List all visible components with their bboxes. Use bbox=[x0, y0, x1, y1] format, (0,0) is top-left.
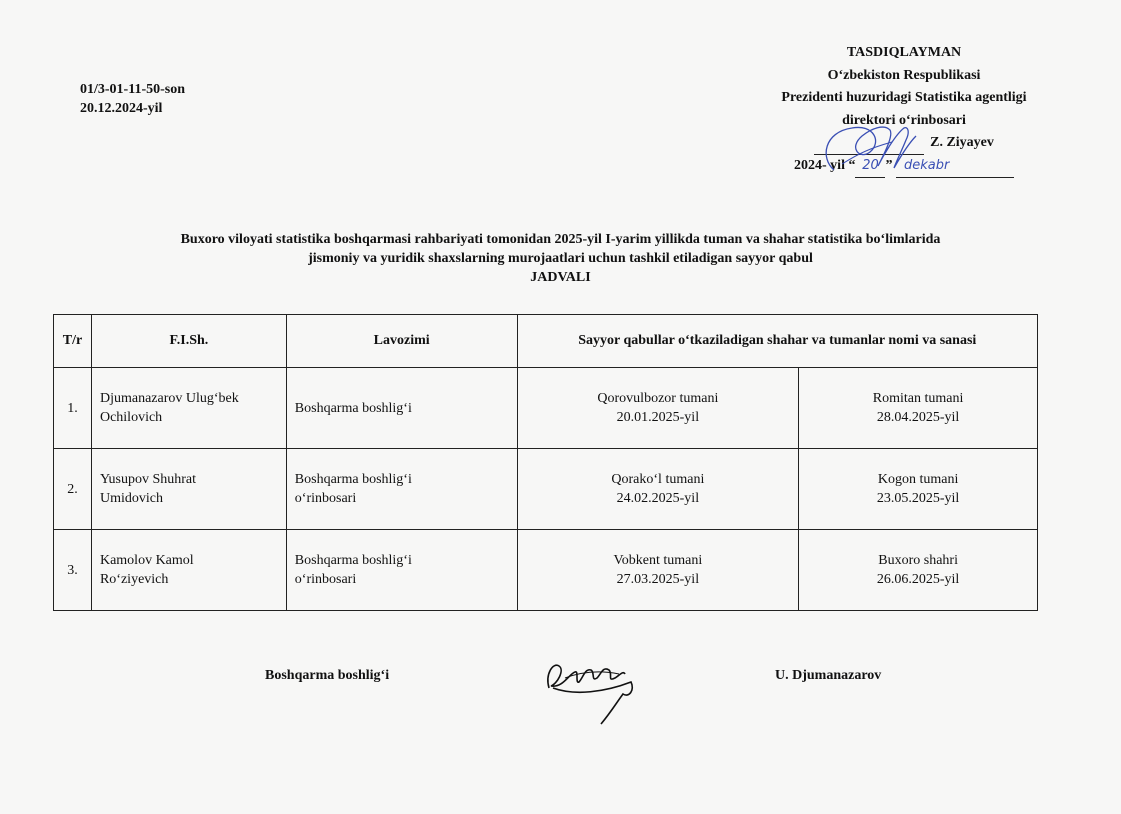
row-position bbox=[286, 530, 517, 611]
visit-date: 24.02.2025-yil bbox=[616, 491, 700, 506]
approver-signature-icon bbox=[812, 118, 932, 178]
name-line: Djumanazarov Ulug‘bek bbox=[99, 391, 239, 406]
approval-heading: TASDIQLAYMAN bbox=[846, 45, 962, 60]
name-line: Ochilovich bbox=[99, 410, 163, 425]
approval-date-day: 20 bbox=[855, 155, 885, 179]
approval-line-3: direktori o‘rinbosari bbox=[842, 112, 966, 128]
registration-number: 01/3-01-11-50-son bbox=[80, 82, 185, 97]
row-num: 2. bbox=[54, 449, 92, 530]
row-visit-2 bbox=[799, 530, 1038, 611]
document-title bbox=[60, 230, 1061, 287]
position-line: Boshqarma boshlig‘i bbox=[294, 400, 412, 416]
title-line-1: Buxoro viloyati statistika boshqarmasi rahbariyati tomonidan 2025-yil I-yarim yillikda tuman va shahar statistika bo‘limlarida bbox=[180, 232, 941, 247]
name-line: Ro‘ziyevich bbox=[99, 572, 169, 587]
header-schedule: Sayyor qabullar o‘tkaziladigan shahar va tumanlar nomi va sanasi bbox=[517, 315, 1037, 368]
visit-date: 23.05.2025-yil bbox=[876, 491, 960, 506]
row-name bbox=[91, 530, 286, 611]
visit-date: 28.04.2025-yil bbox=[876, 410, 960, 425]
approval-date-month: dekabr bbox=[896, 155, 1014, 179]
visit-location: Romitan tumani bbox=[872, 391, 964, 406]
table-header-row bbox=[54, 315, 1038, 368]
row-name bbox=[91, 449, 286, 530]
row-position bbox=[286, 368, 517, 449]
registration-date: 20.12.2024-yil bbox=[80, 101, 163, 116]
visit-date: 26.06.2025-yil bbox=[876, 572, 960, 587]
footer-role: Boshqarma boshlig‘i bbox=[265, 668, 390, 683]
position-line: o‘rinbosari bbox=[294, 491, 357, 506]
row-visit-1 bbox=[517, 368, 799, 449]
name-line: Kamolov Kamol bbox=[99, 553, 194, 568]
approval-line-1: O‘zbekiston Respublikasi bbox=[827, 67, 981, 83]
row-num: 3. bbox=[54, 530, 92, 611]
visit-location: Vobkent tumani bbox=[613, 553, 703, 568]
row-name bbox=[91, 368, 286, 449]
title-line-2: jismoniy va yuridik shaxslarning murojaatlari uchun tashkil etiladigan sayyor qabul bbox=[308, 251, 813, 266]
header-position: Lavozimi bbox=[286, 315, 517, 368]
visit-date: 20.01.2025-yil bbox=[616, 410, 700, 425]
header-num: T/r bbox=[54, 315, 92, 368]
table-row bbox=[54, 449, 1038, 530]
name-line: Umidovich bbox=[99, 491, 163, 506]
header-name: F.I.Sh. bbox=[91, 315, 286, 368]
registration-block bbox=[80, 80, 185, 118]
table-row bbox=[54, 530, 1038, 611]
approval-signer: Z. Ziyayev bbox=[930, 135, 994, 150]
schedule-table bbox=[53, 314, 1038, 611]
approval-date-prefix: 2024- yil “ bbox=[794, 157, 856, 173]
visit-location: Buxoro shahri bbox=[878, 553, 958, 568]
row-visit-1 bbox=[517, 449, 799, 530]
approval-date-mid: ” bbox=[885, 157, 893, 173]
approval-line-2: Prezidenti huzuridagi Statistika agentligi bbox=[781, 90, 1027, 105]
title-line-3: JADVALI bbox=[530, 270, 591, 285]
row-visit-2 bbox=[799, 449, 1038, 530]
position-line: o‘rinbosari bbox=[294, 572, 357, 587]
visit-location: Qorovulbozor tumani bbox=[597, 391, 719, 406]
row-visit-2 bbox=[799, 368, 1038, 449]
position-line: Boshqarma boshlig‘i bbox=[294, 472, 412, 487]
row-position bbox=[286, 449, 517, 530]
visit-location: Kogon tumani bbox=[877, 472, 959, 487]
visit-date: 27.03.2025-yil bbox=[616, 572, 700, 587]
position-line: Boshqarma boshlig‘i bbox=[294, 553, 412, 568]
footer-name: U. Djumanazarov bbox=[775, 668, 882, 683]
table-row bbox=[54, 368, 1038, 449]
head-signature-icon bbox=[535, 648, 645, 728]
row-num: 1. bbox=[54, 368, 92, 449]
visit-location: Qorako‘l tumani bbox=[611, 472, 705, 487]
row-visit-1 bbox=[517, 530, 799, 611]
name-line: Yusupov Shuhrat bbox=[99, 472, 197, 487]
